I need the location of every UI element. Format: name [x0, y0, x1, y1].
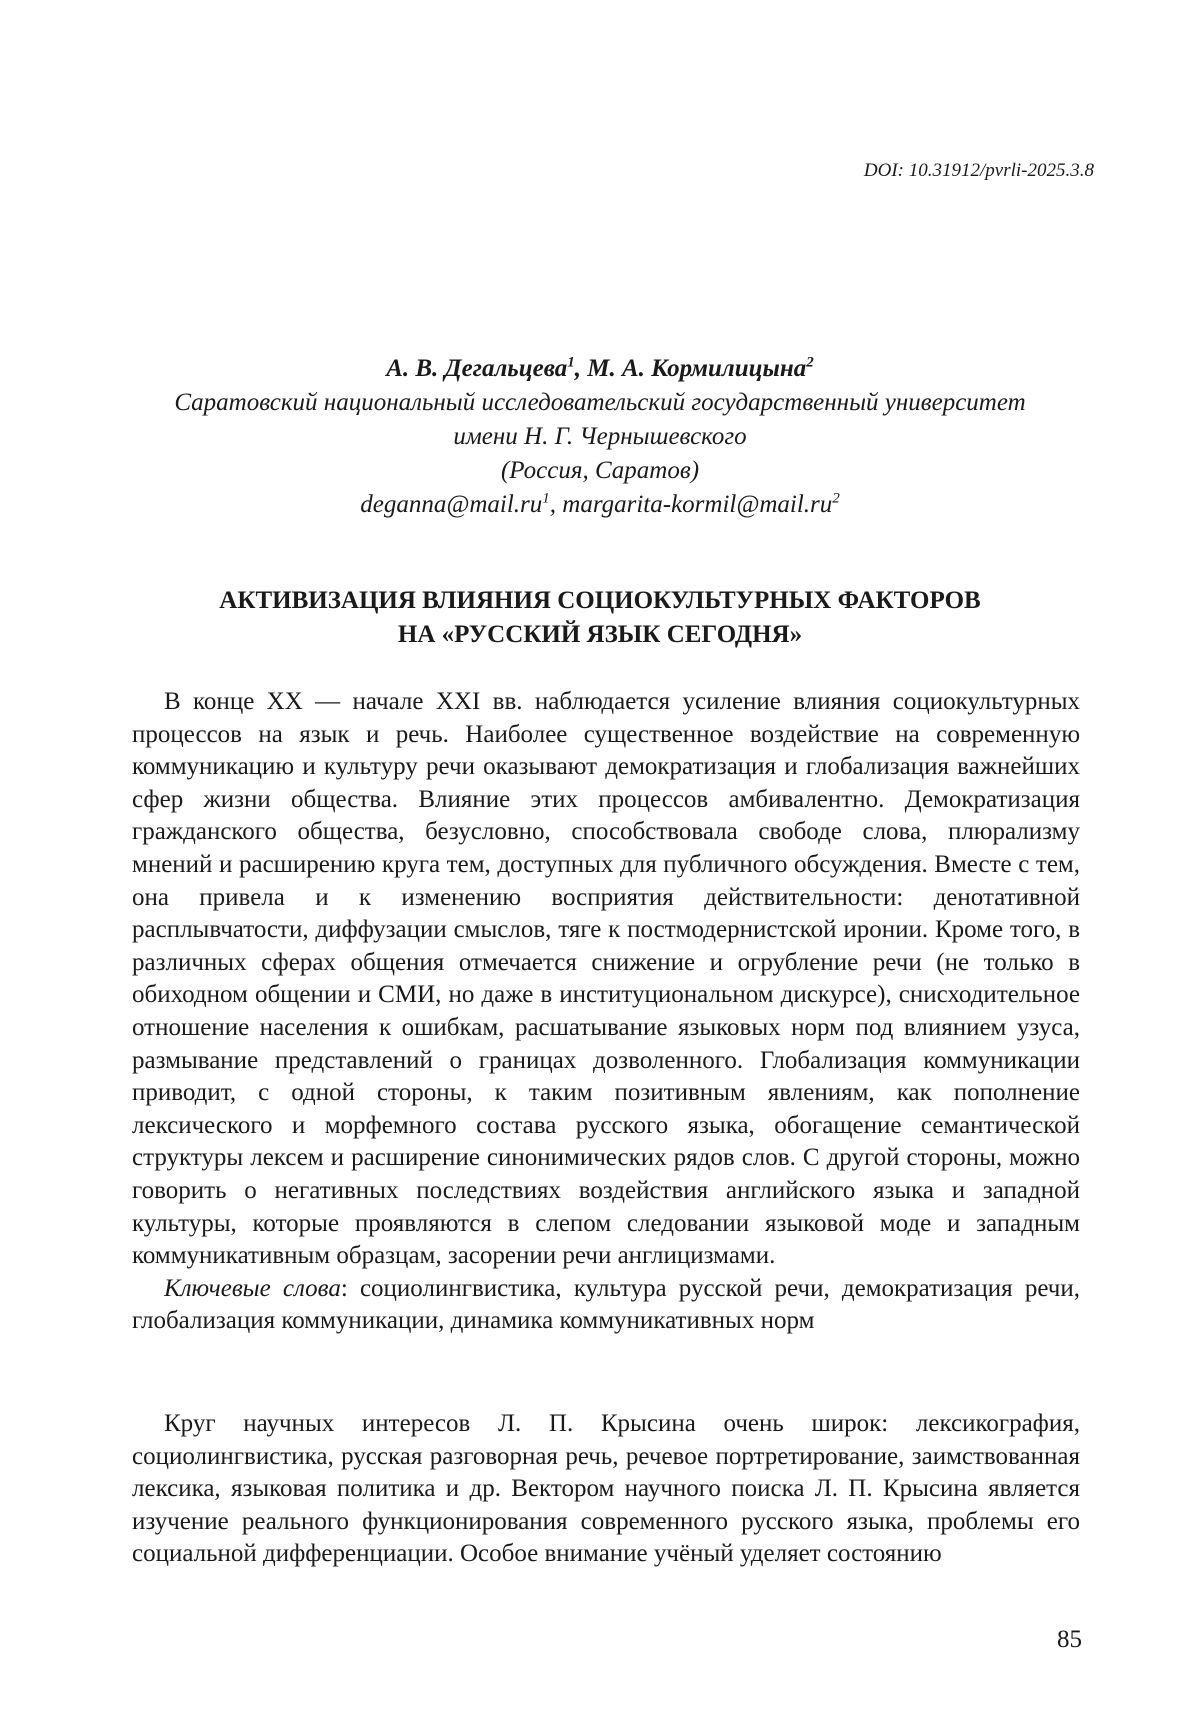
title-line-1: АКТИВИЗАЦИЯ ВЛИЯНИЯ СОЦИОКУЛЬТУРНЫХ ФАКТОРОВ: [219, 587, 981, 614]
body-text: [132, 1408, 1080, 1571]
email-1: deganna@mail.ru: [360, 491, 543, 518]
author-sup-1: 1: [567, 354, 575, 371]
author-block: [0, 352, 1200, 522]
email-sup-2: 2: [832, 490, 840, 507]
keywords-label: Ключевые слова: [164, 1274, 341, 1302]
abstract: [132, 686, 1080, 1338]
keywords-text: : социолингвистика, культура русской речи, демократизация речи, глобализация коммуникации, динамика коммуникативных норм: [132, 1274, 1080, 1335]
email-2: margarita-kormil@mail.ru: [562, 491, 833, 518]
keywords: [132, 1273, 1080, 1338]
page-number: 85: [1057, 1626, 1082, 1653]
author-emails: [0, 488, 1200, 522]
author-names: [0, 352, 1200, 386]
email-separator: ,: [549, 491, 563, 518]
author-sup-2: 2: [806, 354, 814, 371]
email-sup-1: 1: [542, 490, 550, 507]
paper-title: [0, 584, 1200, 652]
abstract-paragraph: В конце XX — начале XXI вв. наблюдается усиление влияния социокультурных процессов на язык и речь. Наиболее существенное воздействие на современную коммуникацию и культуру речи оказывают демократизация и глобализация важнейших сфер жизни общества. Влияние этих процессов амбивалентно. Демократизация гражданского общества, безусловно, способствовала свободе слова, плюрализму мнений и расширению круга тем, доступных для публичного обсуждения. Вместе с тем, она привела и к изменению восприятия действительности: денотативной расплывчатости, диффузации смыслов, тяге к постмодернистской иронии. Кроме того, в различных сферах общения отмечается снижение и огрубление речи (не только в обиходном общении и СМИ, но даже в институциональном дискурсе), снисходительное отношение населения к ошибкам, расшатывание языковых норм под влиянием узуса, размывание представлений о границах дозволенного. Глобализация коммуникации приводит, с одной стороны, к таким позитивным явлениям, как пополнение лексического и морфемного состава русского языка, обогащение семантической структуры лексем и расширение синонимических рядов слов. С другой стороны, можно говорить о негативных последствиях воздействия английского языка и западной культуры, которые проявляются в слепом следовании языковой моде и западным коммуникативным образцам, засорении речи англицизмами.: [132, 688, 1080, 1270]
affiliation-line-1: Саратовский национальный исследовательский государственный университет: [174, 389, 1026, 416]
affiliation-location: (Россия, Саратов): [500, 457, 700, 484]
affiliation-line-2: имени Н. Г. Чернышевского: [453, 423, 747, 450]
author-separator: ,: [574, 355, 588, 382]
title-line-2: НА «РУССКИЙ ЯЗЫК СЕГОДНЯ»: [397, 621, 803, 648]
author-name-2: М. А. Кормилицына: [587, 355, 807, 382]
body-paragraph: Круг научных интересов Л. П. Крысина очень широк: лексикография, социолингвистика, русская разговорная речь, речевое портретирование, заимствованная лексика, языковая политика и др. Вектором научного поиска Л. П. Крысина является изучение реального функционирования современного русского языка, проблемы его социальной дифференциации. Особое внимание учёный уделяет состоянию: [132, 1410, 1080, 1568]
doi: DOI: 10.31912/pvrli-2025.3.8: [863, 160, 1094, 181]
author-name-1: А. В. Дегальцева: [386, 355, 568, 382]
